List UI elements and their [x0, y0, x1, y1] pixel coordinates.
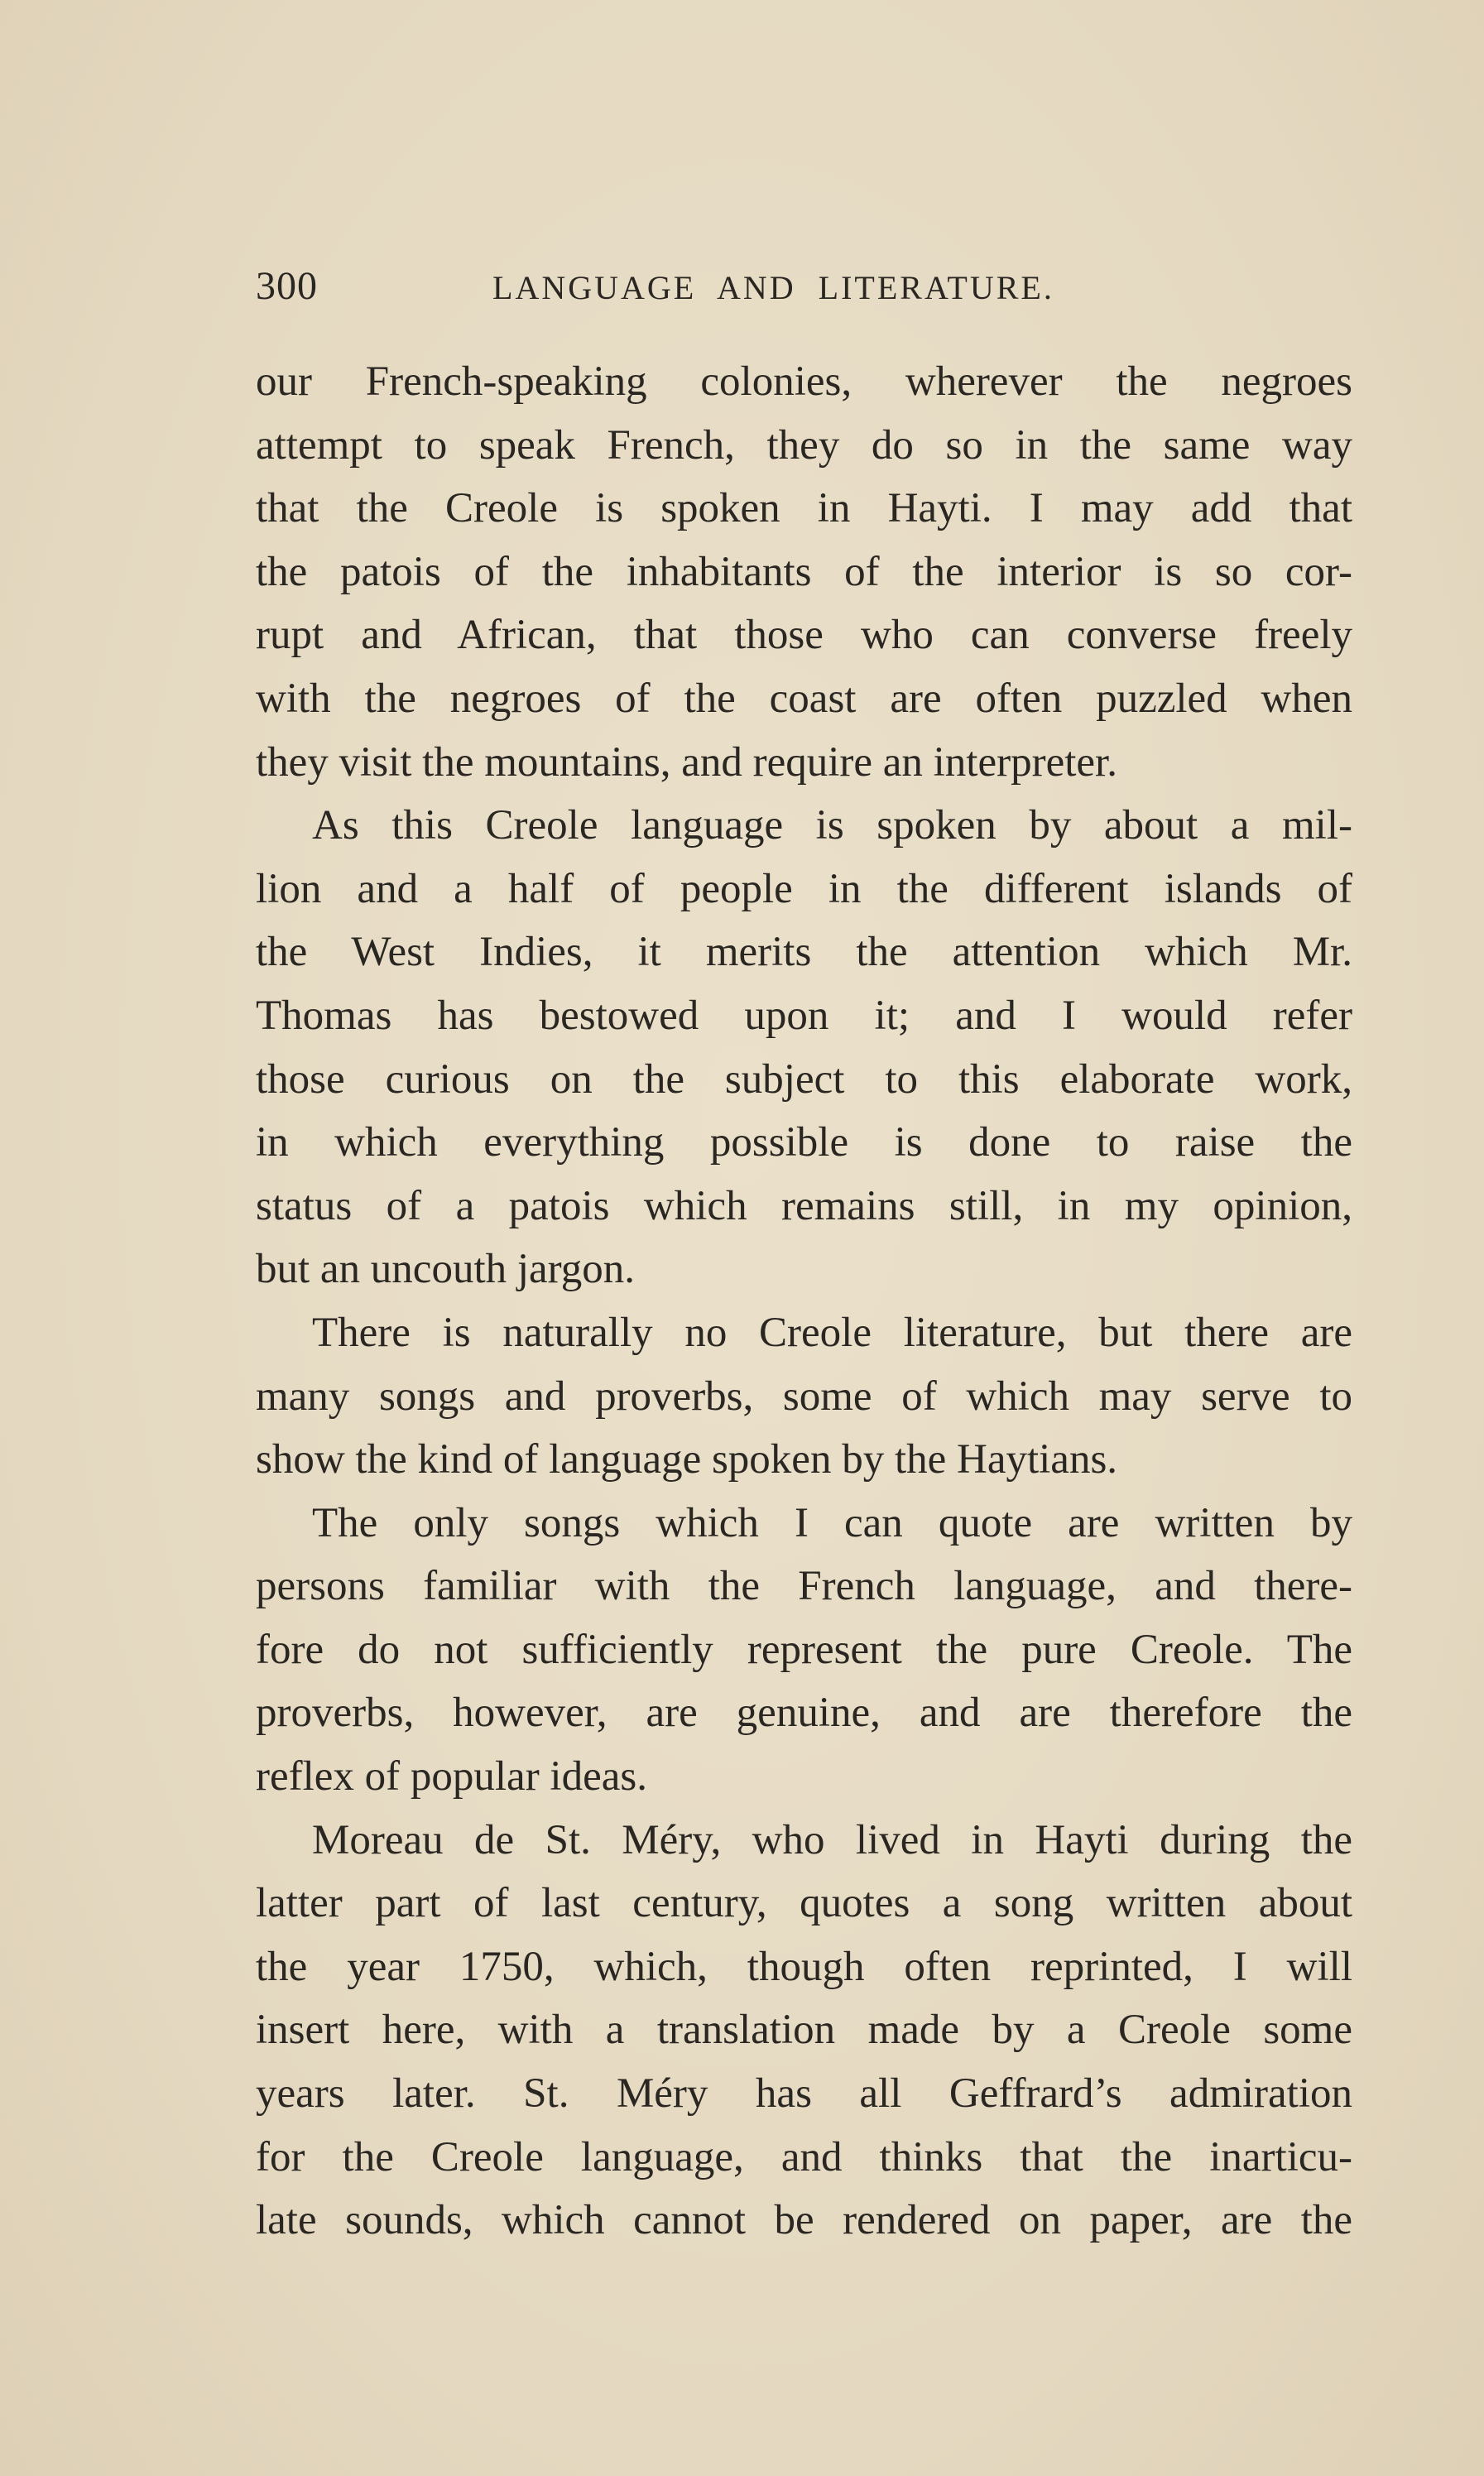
text-line: persons familiar with the French language, and there- [256, 1563, 1352, 1610]
text-line: in which everything possible is done to raise the [256, 1119, 1352, 1166]
paragraph-start: The only songs which I can quote are written by [312, 1499, 1352, 1546]
text-line: years later. St. Méry has all Geffrard’s admiration [256, 2070, 1352, 2118]
page-number: 300 [256, 264, 318, 308]
text-line: fore do not sufficiently represent the pure Creole. The [256, 1626, 1352, 1673]
text-line: many songs and proverbs, some of which may serve to [256, 1373, 1352, 1420]
text-line: those curious on the subject to this elaborate work, [256, 1055, 1352, 1103]
text-line: late sounds, which cannot be rendered on paper, are the [256, 2197, 1352, 2244]
text-line: that the Creole is spoken in Hayti. I may add that [256, 485, 1352, 532]
paragraph-start: There is naturally no Creole literature, but there are [312, 1309, 1352, 1356]
text-line: latter part of last century, quotes a song written about [256, 1880, 1352, 1927]
text-line: but an uncouth jargon. [256, 1246, 635, 1293]
body-text [256, 350, 1352, 2252]
text-line: the year 1750, which, though often reprinted, I will [256, 1943, 1352, 1990]
running-head [256, 263, 1348, 313]
text-line: insert here, with a translation made by a Creole some [256, 2007, 1352, 2054]
text-line: show the kind of language spoken by the Haytians. [256, 1436, 1118, 1483]
text-line: attempt to speak French, they do so in the same way [256, 421, 1352, 469]
text-line: status of a patois which remains still, in my opinion, [256, 1182, 1352, 1229]
paragraph-start: As this Creole language is spoken by about a mil- [312, 802, 1352, 849]
text-line: Thomas has bestowed upon it; and I would refer [256, 992, 1352, 1039]
text-line: they visit the mountains, and require an interpreter. [256, 738, 1117, 786]
text-line: for the Creole language, and thinks that the inarticu- [256, 2133, 1352, 2180]
text-line: lion and a half of people in the different islands of [256, 865, 1352, 912]
paragraph-start: Moreau de St. Méry, who lived in Hayti during the [312, 1816, 1352, 1863]
text-line: the patois of the inhabitants of the interior is so cor- [256, 548, 1352, 595]
text-line: reflex of popular ideas. [256, 1753, 647, 1801]
text-line: our French-speaking colonies, wherever the negroes [256, 358, 1352, 405]
text-line: with the negroes of the coast are often puzzled when [256, 675, 1352, 722]
text-line: the West Indies, it merits the attention which Mr. [256, 929, 1352, 976]
text-line: rupt and African, that those who can converse freely [256, 612, 1352, 659]
text-line: proverbs, however, are genuine, and are therefore the [256, 1690, 1352, 1737]
running-title: LANGUAGE AND LITERATURE. [492, 269, 1054, 306]
